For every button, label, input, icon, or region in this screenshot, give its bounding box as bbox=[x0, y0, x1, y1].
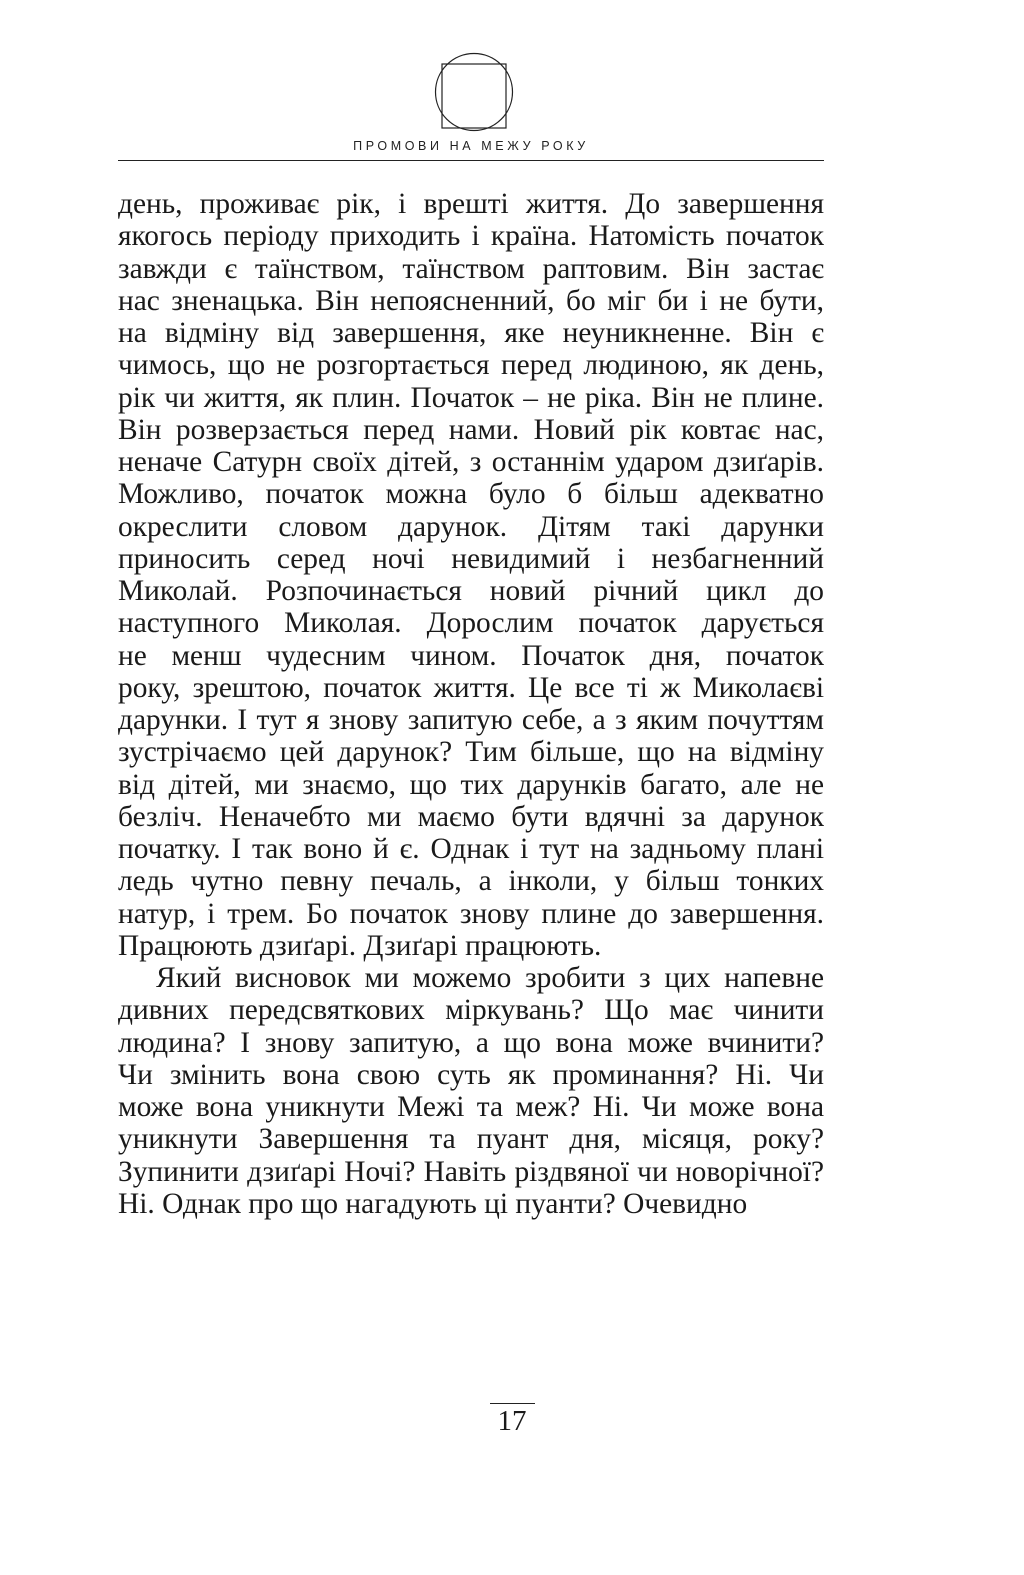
text-line: уникнути Завершення та пуант дня, місяця, року? bbox=[118, 1123, 824, 1156]
text-line: початку. І так воно й є. Однак і тут на задньому плані bbox=[118, 833, 824, 865]
header-rule bbox=[118, 160, 824, 161]
text-line: Зупинити дзиґарі Ночі? Навіть різдвяної чи новорічної? bbox=[118, 1155, 824, 1188]
page-number: 17 bbox=[490, 1403, 535, 1438]
page-footer bbox=[0, 1403, 1024, 1438]
paragraph-1 bbox=[118, 188, 824, 962]
text-line: ледь чутно певну печаль, а інколи, у більш тонких bbox=[118, 865, 824, 898]
text-line: року, зрештою, початок життя. Це все ті ж Миколаєві bbox=[118, 671, 824, 704]
text-line: наступного Миколая. Дорослим початок дарується bbox=[118, 607, 824, 640]
text-line: Чи змінить вона свою суть як проминання? Ні. Чи bbox=[118, 1058, 824, 1091]
text-line: якогось періоду приходить і країна. Натомість початок bbox=[118, 220, 824, 253]
text-line: Ні. Однак про що нагадують ці пуанти? Очевидно bbox=[118, 1187, 748, 1220]
text-line: Працюють дзиґарі. Дзиґарі працюють. bbox=[118, 929, 602, 962]
text-line: натур, і трем. Бо початок знову плине до завершення. bbox=[118, 897, 824, 930]
running-head: ПРОМОВИ НА МЕЖУ РОКУ bbox=[353, 139, 589, 153]
text-line: зустрічаємо цей дарунок? Тим більше, що на відміну bbox=[118, 736, 824, 769]
text-line: день, проживає рік, і врешті життя. До завершення bbox=[118, 188, 824, 220]
text-line: Він розверзається перед нами. Новий рік ковтає нас, bbox=[118, 413, 824, 446]
text-line: Який висновок ми можемо зробити з цих напевне bbox=[156, 962, 824, 994]
body-text bbox=[118, 188, 824, 1220]
page-header bbox=[0, 0, 1024, 165]
paragraph-2 bbox=[118, 962, 824, 1220]
text-line: дарунки. І тут я знову запитую себе, а з яким почуттям bbox=[118, 704, 824, 736]
text-line: нас зненацька. Він непоясненний, бо міг би і не бути, bbox=[118, 284, 824, 317]
text-line: безліч. Неначебто ми маємо бути вдячні за дарунок bbox=[118, 800, 824, 833]
text-line: від дітей, ми знаємо, що тих дарунків багато, але не bbox=[118, 768, 824, 801]
text-line: приносить серед ночі невидимий і незбагненний bbox=[118, 542, 824, 575]
text-line: Можливо, початок можна було б більш адекватно bbox=[118, 478, 824, 511]
text-line: неначе Сатурн своїх дітей, з останнім ударом дзиґарів. bbox=[118, 446, 824, 478]
text-line: Миколай. Розпочинається новий річний цикл до bbox=[118, 575, 824, 607]
circle-square-emblem-icon bbox=[434, 52, 514, 132]
text-line: на відміну від завершення, яке неуникненне. Він є bbox=[118, 317, 824, 349]
text-line: рік чи життя, як плин. Початок – не ріка. Він не плине. bbox=[118, 381, 824, 414]
text-line: окреслити словом дарунок. Дітям такі дарунки bbox=[118, 510, 824, 543]
text-line: завжди є таїнством, таїнством раптовим. Він застає bbox=[118, 252, 824, 285]
text-line: не менш чудесним чином. Початок дня, початок bbox=[118, 639, 824, 672]
text-line: може вона уникнути Межі та меж? Ні. Чи може вона bbox=[118, 1091, 824, 1123]
text-line: дивних передсвяткових міркувань? Що має чинити bbox=[118, 994, 824, 1027]
text-line: людина? І знову запитую, а що вона може вчинити? bbox=[118, 1026, 824, 1059]
text-line: чимось, що не розгортається перед людиною, як день, bbox=[118, 349, 824, 382]
